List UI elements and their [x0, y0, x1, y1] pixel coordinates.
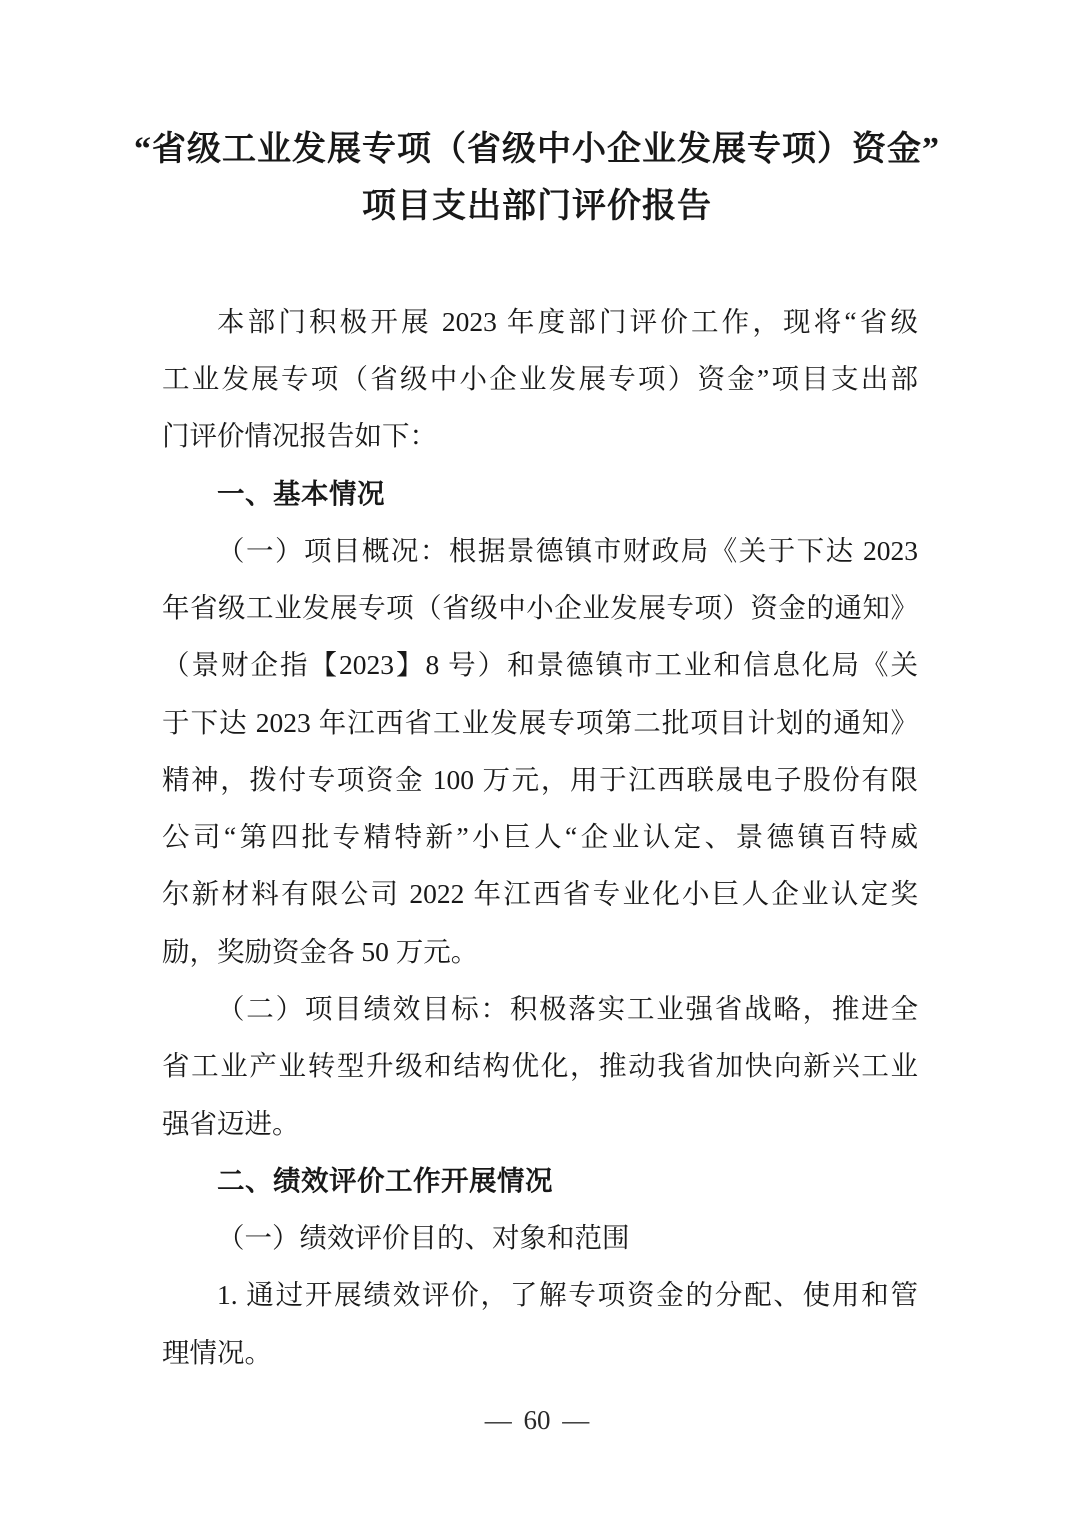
- text-line: 强省迈进。: [162, 1107, 300, 1139]
- text-line: 本部门积极开展 2023 年度部门评价工作，现将“省级: [217, 305, 918, 337]
- text-line: 尔新材料有限公司 2022 年江西省专业化小巨人企业认定奖: [162, 878, 918, 910]
- text-line: 门评价情况报告如下：: [162, 420, 437, 452]
- section-heading: 二、绩效评价工作开展情况: [217, 1164, 553, 1196]
- document-body: [162, 293, 918, 1381]
- text-line: 工业发展专项（省级中小企业发展专项）资金”项目支出部: [162, 363, 918, 395]
- title-line-1: “省级工业发展专项（省级中小企业发展专项）资金”: [134, 131, 940, 168]
- text-line: 1. 通过开展绩效评价，了解专项资金的分配、使用和管: [217, 1279, 918, 1311]
- text-line: 精神，拨付专项资金 100 万元，用于江西联晟电子股份有限: [162, 763, 918, 795]
- page-number: — 60 —: [484, 1405, 590, 1435]
- text-line: （景财企指【2023】8 号）和景德镇市工业和信息化局《关: [162, 649, 918, 681]
- text-line: 年省级工业发展专项（省级中小企业发展专项）资金的通知》: [162, 592, 918, 624]
- section-heading: 一、基本情况: [217, 477, 385, 509]
- text-line: （二）项目绩效目标：积极落实工业强省战略，推进全: [217, 992, 918, 1024]
- document-title: [0, 121, 1074, 236]
- text-line: 公司“第四批专精特新”小巨人“企业认定、景德镇百特威: [162, 821, 918, 853]
- text-line: 省工业产业转型升级和结构优化，推动我省加快向新兴工业: [162, 1050, 918, 1082]
- text-line: 于下达 2023 年江西省工业发展专项第二批项目计划的通知》: [162, 706, 918, 738]
- text-line: （一）绩效评价目的、对象和范围: [217, 1222, 630, 1254]
- text-line: 理情况。: [162, 1336, 272, 1368]
- page-footer: [0, 1405, 1074, 1436]
- text-line: （一）项目概况：根据景德镇市财政局《关于下达 2023: [217, 534, 918, 566]
- title-line-2: 项目支出部门评价报告: [362, 188, 712, 226]
- text-line: 励，奖励资金各 50 万元。: [162, 935, 479, 967]
